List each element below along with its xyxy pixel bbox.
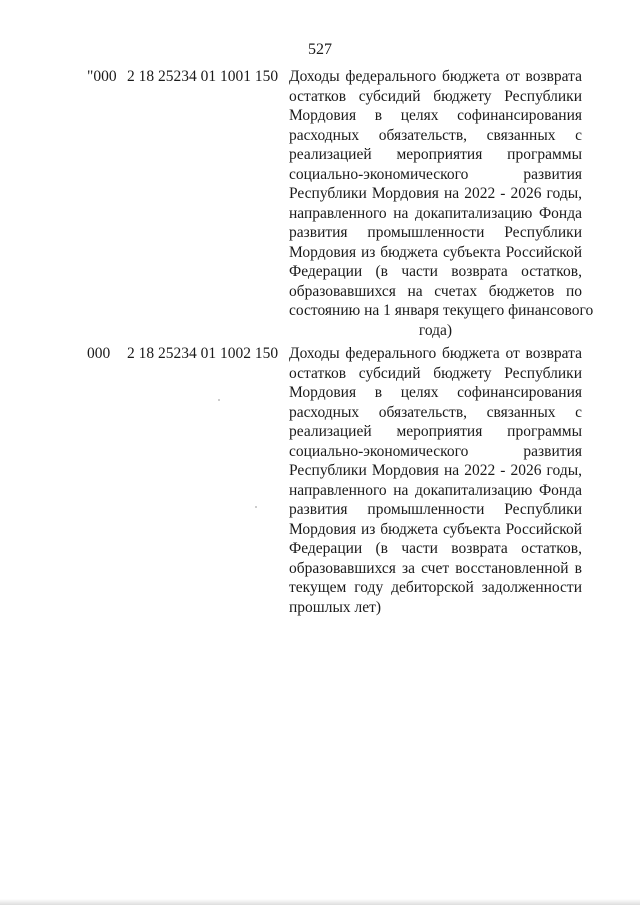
description-line: направленного на докапитализацию Фонда: [289, 204, 582, 222]
admin-code: 000: [87, 345, 111, 362]
description-line: Мордовия в целях софинансирования: [289, 384, 582, 401]
entry-description: [289, 67, 594, 340]
description-line: образовавшихся за счет восстановленной в: [289, 559, 582, 577]
scan-speck: [255, 506, 257, 508]
description-line: развития промышленности Республики: [289, 224, 582, 241]
entry-description: [289, 344, 582, 617]
description-line: Мордовия из бюджета субъекта Российской: [289, 243, 582, 261]
description-line: Доходы федерального бюджета от возврата: [289, 345, 582, 362]
description-line: социально-экономического развития: [289, 165, 582, 183]
description-line: состоянию на 1 января текущего финансового: [289, 302, 594, 319]
description-line: образовавшихся на счетах бюджетов по: [289, 282, 582, 300]
description-line: реализацией мероприятия программы: [289, 423, 582, 440]
kbk-code: 2 18 25234 01 1002 150: [127, 345, 279, 362]
scan-bottom-edge: [0, 899, 640, 905]
description-line: Мордовия из бюджета субъекта Российской: [289, 520, 582, 538]
description-line: остатков субсидий бюджету Республики: [289, 87, 582, 105]
description-line: развития промышленности Республики: [289, 501, 582, 518]
description-line: расходных обязательств, связанных с: [289, 403, 582, 421]
description-line: направленного на докапитализацию Фонда: [289, 481, 582, 499]
description-line: текущем году дебиторской задолженности: [289, 579, 582, 596]
kbk-code: 2 18 25234 01 1001 150: [127, 68, 279, 85]
description-line: Республики Мордовия на 2022 - 2026 годы,: [289, 462, 582, 479]
description-line: Республики Мордовия на 2022 - 2026 годы,: [289, 185, 582, 202]
description-line: Мордовия в целях софинансирования: [289, 107, 582, 124]
description-line: Федерации (в части возврата остатков,: [289, 540, 582, 557]
page-number: 527: [308, 41, 332, 58]
description-line: Федерации (в части возврата остатков,: [289, 263, 582, 280]
description-line: социально-экономического развития: [289, 442, 582, 460]
scan-speck: [218, 399, 220, 401]
description-line: расходных обязательств, связанных с: [289, 126, 582, 144]
description-line: прошлых лет): [289, 598, 382, 616]
admin-code: "000: [87, 68, 117, 85]
description-line: остатков субсидий бюджету Республики: [289, 364, 582, 382]
description-line: года): [418, 321, 453, 339]
description-line: Доходы федерального бюджета от возврата: [289, 68, 582, 85]
description-line: реализацией мероприятия программы: [289, 146, 582, 163]
